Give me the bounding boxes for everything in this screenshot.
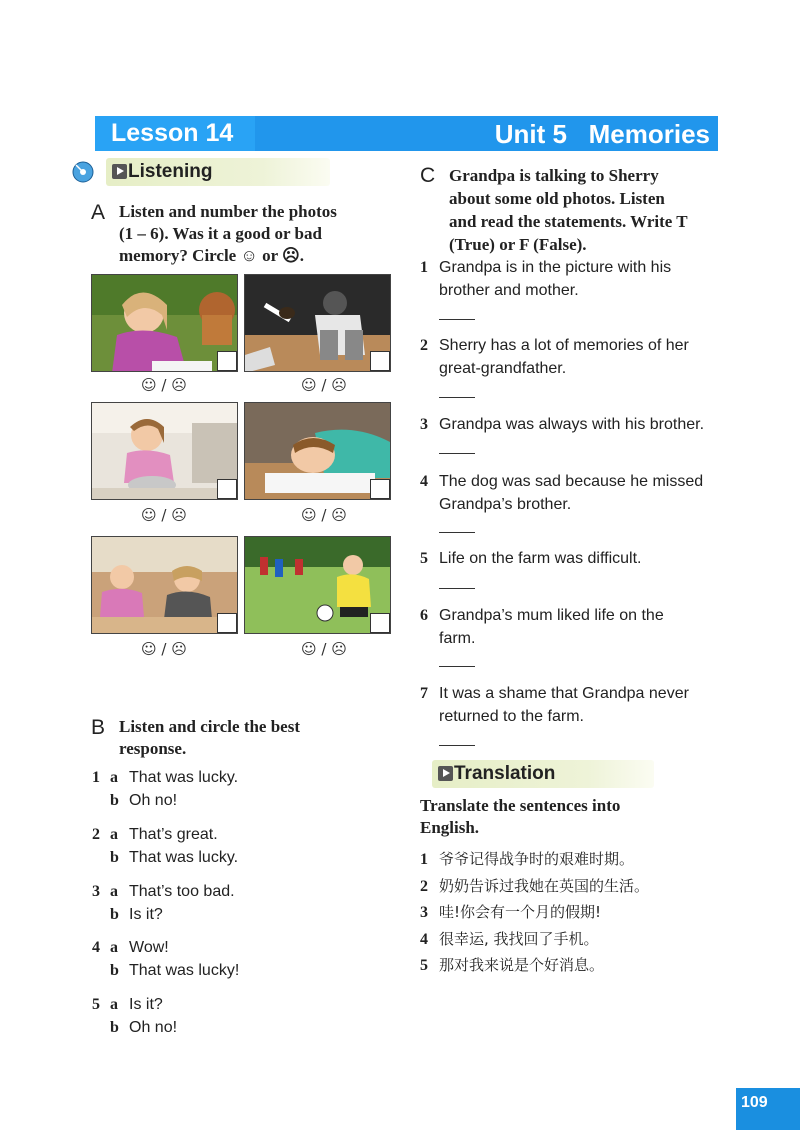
- exercise-c-line: and read the statements. Write T: [449, 212, 688, 231]
- exercise-a-line: Listen and number the photos: [119, 202, 337, 221]
- translation-item: [420, 954, 720, 978]
- number-box[interactable]: [370, 613, 390, 633]
- listening-label: Listening: [128, 161, 213, 182]
- lesson-title: Lesson 14: [111, 119, 234, 147]
- smiley-choice[interactable]: ☺ / ☹: [141, 506, 187, 524]
- translation-section-bar: [432, 760, 654, 788]
- lesson-header-bar: [95, 116, 718, 151]
- option-a[interactable]: Is it?: [129, 996, 163, 1013]
- photo-classroom: [91, 536, 238, 634]
- statement-line: It was a shame that Grandpa never: [439, 685, 689, 702]
- exercise-b-line: Listen and circle the best: [119, 717, 301, 736]
- translation-item: [420, 875, 720, 899]
- translation-label: Translation: [454, 763, 556, 784]
- option-b[interactable]: Oh no!: [129, 1019, 178, 1036]
- statement-item: [420, 547, 720, 573]
- translation-line: English.: [420, 818, 480, 837]
- translation-number: 2: [420, 878, 428, 895]
- statement-item: [420, 413, 720, 439]
- exercise-c-letter: C: [420, 164, 436, 187]
- translation-text: 哇!你会有一个月的假期!: [439, 903, 602, 921]
- exercise-a-line: (1 – 6). Was it a good or bad: [119, 224, 322, 243]
- translation-text: 那对我来说是个好消息。: [439, 956, 605, 974]
- statement-line: The dog was sad because he missed: [439, 473, 704, 490]
- option-a[interactable]: That’s great.: [129, 826, 218, 843]
- statement-number: 1: [420, 259, 428, 276]
- number-box[interactable]: [370, 479, 390, 499]
- photo-girl-baking: [91, 402, 238, 500]
- statement-item: [420, 256, 720, 306]
- response-number: 5: [92, 996, 100, 1013]
- exercise-c-line: about some old photos. Listen: [449, 189, 665, 208]
- option-b[interactable]: That was lucky.: [129, 849, 239, 866]
- translation-item: [420, 901, 720, 925]
- statement-line: farm.: [439, 630, 476, 647]
- answer-blank[interactable]: [439, 453, 475, 454]
- statement-line: Sherry has a lot of memories of her: [439, 337, 689, 354]
- answer-blank[interactable]: [439, 745, 475, 746]
- play-icon[interactable]: [438, 766, 453, 781]
- exercise-a-line: memory? Circle ☺ or ☹.: [119, 246, 305, 265]
- exercise-b-instruction: [119, 716, 379, 760]
- statement-item: [420, 682, 720, 732]
- exercise-b-line: response.: [119, 739, 187, 758]
- statement-text: [439, 604, 664, 650]
- photo-boy-sleeping: [244, 402, 391, 500]
- translation-text: 爷爷记得战争时的艰难时期。: [439, 850, 635, 868]
- translation-line: Translate the sentences into: [420, 796, 621, 815]
- statement-item: [420, 470, 720, 520]
- smiley-choice[interactable]: ☺ / ☹: [301, 640, 347, 658]
- number-box[interactable]: [217, 479, 237, 499]
- statement-line: Grandpa was always with his brother.: [439, 416, 705, 433]
- translation-number: 5: [420, 957, 428, 974]
- statement-item: [420, 334, 720, 384]
- play-icon[interactable]: [112, 164, 127, 179]
- listening-section-bar: [106, 158, 330, 186]
- statement-number: 6: [420, 607, 428, 624]
- exercise-a-letter: A: [91, 201, 106, 224]
- statement-text: [439, 547, 641, 570]
- translation-number: 3: [420, 904, 428, 921]
- response-number: 4: [92, 939, 100, 956]
- exercise-a-instruction: [119, 201, 399, 267]
- statement-line: brother and mother.: [439, 282, 579, 299]
- translation-instruction: [420, 795, 700, 839]
- photo-soccer-boy: [244, 536, 391, 634]
- smiley-choice[interactable]: ☺ / ☹: [301, 376, 347, 394]
- response-number: 1: [92, 769, 100, 786]
- statement-line: Grandpa’s brother.: [439, 496, 572, 513]
- statement-text: [439, 413, 704, 436]
- statement-number: 2: [420, 337, 428, 354]
- option-a[interactable]: That’s too bad.: [129, 883, 235, 900]
- statement-line: Grandpa’s mum liked life on the: [439, 607, 664, 624]
- option-a-label: a: [110, 769, 118, 786]
- statement-text: [439, 334, 689, 380]
- answer-blank[interactable]: [439, 397, 475, 398]
- statement-text: [439, 256, 671, 302]
- answer-blank[interactable]: [439, 588, 475, 589]
- translation-text: 奶奶告诉过我她在英国的生活。: [439, 877, 650, 895]
- option-a-label: a: [110, 883, 118, 900]
- translation-item: [420, 848, 720, 872]
- smiley-choice[interactable]: ☺ / ☹: [141, 640, 187, 658]
- statement-line: Life on the farm was difficult.: [439, 550, 642, 567]
- option-b[interactable]: That was lucky!: [129, 962, 240, 979]
- statement-line: great-grandfather.: [439, 360, 567, 377]
- unit-title: Unit 5 Memories: [494, 119, 710, 149]
- option-a-label: a: [110, 996, 118, 1013]
- option-b-label: b: [110, 906, 119, 923]
- statement-number: 3: [420, 416, 428, 433]
- option-a[interactable]: That was lucky.: [129, 769, 239, 786]
- exercise-b-letter: B: [91, 716, 106, 739]
- statement-line: returned to the farm.: [439, 708, 584, 725]
- photo-girl-drawing: [91, 274, 238, 372]
- exercise-c-line: Grandpa is talking to Sherry: [449, 166, 659, 185]
- option-a-label: a: [110, 826, 118, 843]
- statement-number: 4: [420, 473, 428, 490]
- option-b-label: b: [110, 962, 119, 979]
- translation-item: [420, 928, 720, 952]
- option-a-label: a: [110, 939, 118, 956]
- answer-blank[interactable]: [439, 319, 475, 320]
- statement-number: 5: [420, 550, 428, 567]
- statement-line: Grandpa is in the picture with his: [439, 259, 672, 276]
- statement-item: [420, 604, 720, 654]
- response-number: 2: [92, 826, 100, 843]
- statement-number: 7: [420, 685, 428, 702]
- option-b-label: b: [110, 849, 119, 866]
- number-box[interactable]: [217, 351, 237, 371]
- photo-baseball: [244, 274, 391, 372]
- translation-number: 1: [420, 851, 428, 868]
- exercise-c-line: (True) or F (False).: [449, 235, 587, 254]
- answer-blank[interactable]: [439, 666, 475, 667]
- smiley-choice[interactable]: ☺ / ☹: [301, 506, 347, 524]
- smiley-choice[interactable]: ☺ / ☹: [141, 376, 187, 394]
- translation-text: 很幸运, 我找回了手机。: [439, 930, 599, 948]
- option-b-label: b: [110, 1019, 119, 1036]
- statement-text: [439, 470, 703, 516]
- number-box[interactable]: [370, 351, 390, 371]
- translation-number: 4: [420, 931, 428, 948]
- page-number: 109: [741, 1094, 768, 1111]
- response-number: 3: [92, 883, 100, 900]
- number-box[interactable]: [217, 613, 237, 633]
- answer-blank[interactable]: [439, 532, 475, 533]
- audio-cd-icon[interactable]: [72, 161, 94, 183]
- page-number-tab: [736, 1088, 800, 1130]
- exercise-c-instruction: [449, 164, 729, 256]
- option-b-label: b: [110, 792, 119, 809]
- option-a[interactable]: Wow!: [129, 939, 169, 956]
- statement-text: [439, 682, 689, 728]
- option-b[interactable]: Is it?: [129, 906, 163, 923]
- option-b[interactable]: Oh no!: [129, 792, 178, 809]
